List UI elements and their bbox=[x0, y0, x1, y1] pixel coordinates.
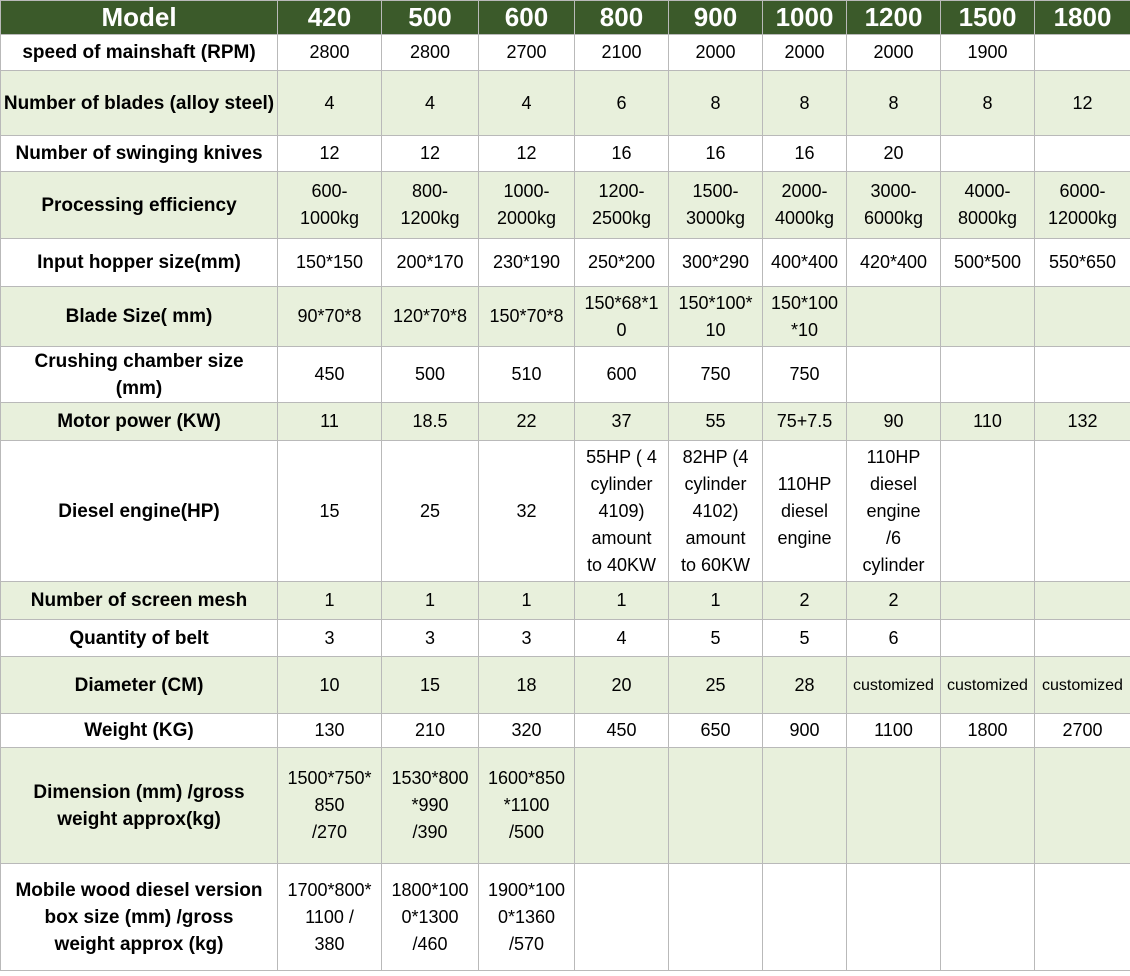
cell: 510 bbox=[479, 347, 575, 403]
cell: 5 bbox=[669, 620, 763, 657]
cell: 32 bbox=[479, 441, 575, 582]
cell: 25 bbox=[382, 441, 479, 582]
cell: 900 bbox=[763, 714, 847, 748]
row-label: Number of screen mesh bbox=[1, 582, 278, 620]
cell: 2 bbox=[847, 582, 941, 620]
cell bbox=[1035, 136, 1130, 172]
cell: 18.5 bbox=[382, 403, 479, 441]
cell: 10 bbox=[278, 657, 382, 714]
cell: 250*200 bbox=[575, 239, 669, 287]
cell: 90*70*8 bbox=[278, 287, 382, 347]
model-800: 800 bbox=[575, 1, 669, 35]
cell: 110 bbox=[941, 403, 1035, 441]
cell bbox=[847, 748, 941, 864]
cell: 12 bbox=[278, 136, 382, 172]
cell: 12 bbox=[382, 136, 479, 172]
cell: 2800 bbox=[382, 35, 479, 71]
cell: 4000- 8000kg bbox=[941, 172, 1035, 239]
row-label: Motor power (KW) bbox=[1, 403, 278, 441]
cell: 2700 bbox=[479, 35, 575, 71]
model-420: 420 bbox=[278, 1, 382, 35]
cell: 37 bbox=[575, 403, 669, 441]
cell: 2000 bbox=[763, 35, 847, 71]
cell: 8 bbox=[669, 71, 763, 136]
cell: 75+7.5 bbox=[763, 403, 847, 441]
cell bbox=[941, 441, 1035, 582]
cell: 16 bbox=[575, 136, 669, 172]
cell: 110HP diesel engine bbox=[763, 441, 847, 582]
cell: 750 bbox=[669, 347, 763, 403]
cell: 500*500 bbox=[941, 239, 1035, 287]
cell: 2000- 4000kg bbox=[763, 172, 847, 239]
cell: 1 bbox=[382, 582, 479, 620]
row-label: Number of swinging knives bbox=[1, 136, 278, 172]
cell: 600 bbox=[575, 347, 669, 403]
cell: 6 bbox=[847, 620, 941, 657]
cell: 90 bbox=[847, 403, 941, 441]
cell: 1500- 3000kg bbox=[669, 172, 763, 239]
cell: 2700 bbox=[1035, 714, 1130, 748]
cell: 600- 1000kg bbox=[278, 172, 382, 239]
row-label: Mobile wood diesel version box size (mm) /gross weight approx (kg) bbox=[1, 864, 278, 971]
row-weight bbox=[1, 714, 1130, 748]
cell: 1 bbox=[575, 582, 669, 620]
cell: 20 bbox=[575, 657, 669, 714]
row-label: speed of mainshaft (RPM) bbox=[1, 35, 278, 71]
cell: 3000- 6000kg bbox=[847, 172, 941, 239]
cell: 15 bbox=[382, 657, 479, 714]
cell: 2 bbox=[763, 582, 847, 620]
cell: 150*100 *10 bbox=[763, 287, 847, 347]
row-motor-power bbox=[1, 403, 1130, 441]
cell bbox=[847, 287, 941, 347]
cell: 1500*750* 850 /270 bbox=[278, 748, 382, 864]
cell: 320 bbox=[479, 714, 575, 748]
cell: 8 bbox=[847, 71, 941, 136]
cell: 11 bbox=[278, 403, 382, 441]
cell: 1800 bbox=[941, 714, 1035, 748]
cell: 4 bbox=[382, 71, 479, 136]
cell bbox=[847, 347, 941, 403]
cell: 1100 bbox=[847, 714, 941, 748]
row-screen-mesh bbox=[1, 582, 1130, 620]
cell: 210 bbox=[382, 714, 479, 748]
cell bbox=[763, 748, 847, 864]
row-mobile-diesel-box bbox=[1, 864, 1130, 971]
cell: 1000- 2000kg bbox=[479, 172, 575, 239]
cell: 1800*100 0*1300 /460 bbox=[382, 864, 479, 971]
cell: 28 bbox=[763, 657, 847, 714]
model-1200: 1200 bbox=[847, 1, 941, 35]
row-input-hopper bbox=[1, 239, 1130, 287]
model-1000: 1000 bbox=[763, 1, 847, 35]
row-label: Quantity of belt bbox=[1, 620, 278, 657]
row-crushing-chamber bbox=[1, 347, 1130, 403]
cell bbox=[1035, 748, 1130, 864]
cell: 1600*850 *1100 /500 bbox=[479, 748, 575, 864]
cell bbox=[575, 864, 669, 971]
cell: 132 bbox=[1035, 403, 1130, 441]
model-900: 900 bbox=[669, 1, 763, 35]
row-diesel-engine bbox=[1, 441, 1130, 582]
cell: 300*290 bbox=[669, 239, 763, 287]
cell bbox=[1035, 582, 1130, 620]
row-processing-efficiency bbox=[1, 172, 1130, 239]
cell: 2800 bbox=[278, 35, 382, 71]
cell: 420*400 bbox=[847, 239, 941, 287]
cell bbox=[669, 748, 763, 864]
cell: 150*150 bbox=[278, 239, 382, 287]
cell: 22 bbox=[479, 403, 575, 441]
cell: 2000 bbox=[669, 35, 763, 71]
cell: 450 bbox=[575, 714, 669, 748]
cell: 130 bbox=[278, 714, 382, 748]
cell: 2100 bbox=[575, 35, 669, 71]
cell: 4 bbox=[575, 620, 669, 657]
cell: 55 bbox=[669, 403, 763, 441]
cell: customized bbox=[1035, 657, 1130, 714]
cell: 16 bbox=[669, 136, 763, 172]
cell: 4 bbox=[278, 71, 382, 136]
cell: 8 bbox=[763, 71, 847, 136]
row-label: Diesel engine(HP) bbox=[1, 441, 278, 582]
cell: 110HP diesel engine /6 cylinder bbox=[847, 441, 941, 582]
row-belt-quantity bbox=[1, 620, 1130, 657]
cell: 550*650 bbox=[1035, 239, 1130, 287]
cell: 16 bbox=[763, 136, 847, 172]
cell: 200*170 bbox=[382, 239, 479, 287]
cell bbox=[941, 347, 1035, 403]
row-mainshaft-speed bbox=[1, 35, 1130, 71]
cell bbox=[941, 620, 1035, 657]
row-label: Processing efficiency bbox=[1, 172, 278, 239]
cell: 12 bbox=[1035, 71, 1130, 136]
cell: 3 bbox=[278, 620, 382, 657]
row-blades bbox=[1, 71, 1130, 136]
cell: 1530*800 *990 /390 bbox=[382, 748, 479, 864]
cell: 400*400 bbox=[763, 239, 847, 287]
cell: 6000- 12000kg bbox=[1035, 172, 1130, 239]
cell: 82HP (4 cylinder 4102) amount to 60KW bbox=[669, 441, 763, 582]
cell bbox=[941, 582, 1035, 620]
row-label: Blade Size( mm) bbox=[1, 287, 278, 347]
row-label: Weight (KG) bbox=[1, 714, 278, 748]
cell: 500 bbox=[382, 347, 479, 403]
cell: 120*70*8 bbox=[382, 287, 479, 347]
cell: customized bbox=[847, 657, 941, 714]
cell: 55HP ( 4 cylinder 4109) amount to 40KW bbox=[575, 441, 669, 582]
cell: 1200- 2500kg bbox=[575, 172, 669, 239]
cell: 4 bbox=[479, 71, 575, 136]
cell bbox=[1035, 441, 1130, 582]
cell: 650 bbox=[669, 714, 763, 748]
cell bbox=[941, 287, 1035, 347]
row-label: Input hopper size(mm) bbox=[1, 239, 278, 287]
cell bbox=[1035, 864, 1130, 971]
cell: 1900*100 0*1360 /570 bbox=[479, 864, 575, 971]
cell: 15 bbox=[278, 441, 382, 582]
model-1800: 1800 bbox=[1035, 1, 1130, 35]
row-label: Number of blades (alloy steel) bbox=[1, 71, 278, 136]
cell: 1900 bbox=[941, 35, 1035, 71]
cell: 1 bbox=[278, 582, 382, 620]
row-blade-size bbox=[1, 287, 1130, 347]
cell: 8 bbox=[941, 71, 1035, 136]
cell: 1700*800* 1100 / 380 bbox=[278, 864, 382, 971]
row-label: Crushing chamber size (mm) bbox=[1, 347, 278, 403]
model-600: 600 bbox=[479, 1, 575, 35]
cell: 750 bbox=[763, 347, 847, 403]
cell bbox=[1035, 35, 1130, 71]
cell bbox=[575, 748, 669, 864]
row-diameter bbox=[1, 657, 1130, 714]
row-dimension bbox=[1, 748, 1130, 864]
header-row bbox=[1, 1, 1130, 35]
cell: 450 bbox=[278, 347, 382, 403]
cell bbox=[1035, 620, 1130, 657]
cell: 150*100* 10 bbox=[669, 287, 763, 347]
cell: 800- 1200kg bbox=[382, 172, 479, 239]
model-1500: 1500 bbox=[941, 1, 1035, 35]
cell: 25 bbox=[669, 657, 763, 714]
cell: 150*70*8 bbox=[479, 287, 575, 347]
cell: 2000 bbox=[847, 35, 941, 71]
cell: 230*190 bbox=[479, 239, 575, 287]
cell: 18 bbox=[479, 657, 575, 714]
cell: 1 bbox=[479, 582, 575, 620]
row-label: Diameter (CM) bbox=[1, 657, 278, 714]
cell: 12 bbox=[479, 136, 575, 172]
row-swinging-knives bbox=[1, 136, 1130, 172]
cell bbox=[941, 748, 1035, 864]
header-title: Model bbox=[1, 1, 278, 35]
cell: 20 bbox=[847, 136, 941, 172]
cell: 150*68*1 0 bbox=[575, 287, 669, 347]
cell: 5 bbox=[763, 620, 847, 657]
cell bbox=[763, 864, 847, 971]
cell: customized bbox=[941, 657, 1035, 714]
cell: 1 bbox=[669, 582, 763, 620]
cell bbox=[1035, 287, 1130, 347]
row-label: Dimension (mm) /gross weight approx(kg) bbox=[1, 748, 278, 864]
cell: 3 bbox=[382, 620, 479, 657]
cell bbox=[941, 136, 1035, 172]
cell bbox=[847, 864, 941, 971]
cell bbox=[1035, 347, 1130, 403]
model-500: 500 bbox=[382, 1, 479, 35]
cell bbox=[669, 864, 763, 971]
cell bbox=[941, 864, 1035, 971]
cell: 6 bbox=[575, 71, 669, 136]
cell: 3 bbox=[479, 620, 575, 657]
